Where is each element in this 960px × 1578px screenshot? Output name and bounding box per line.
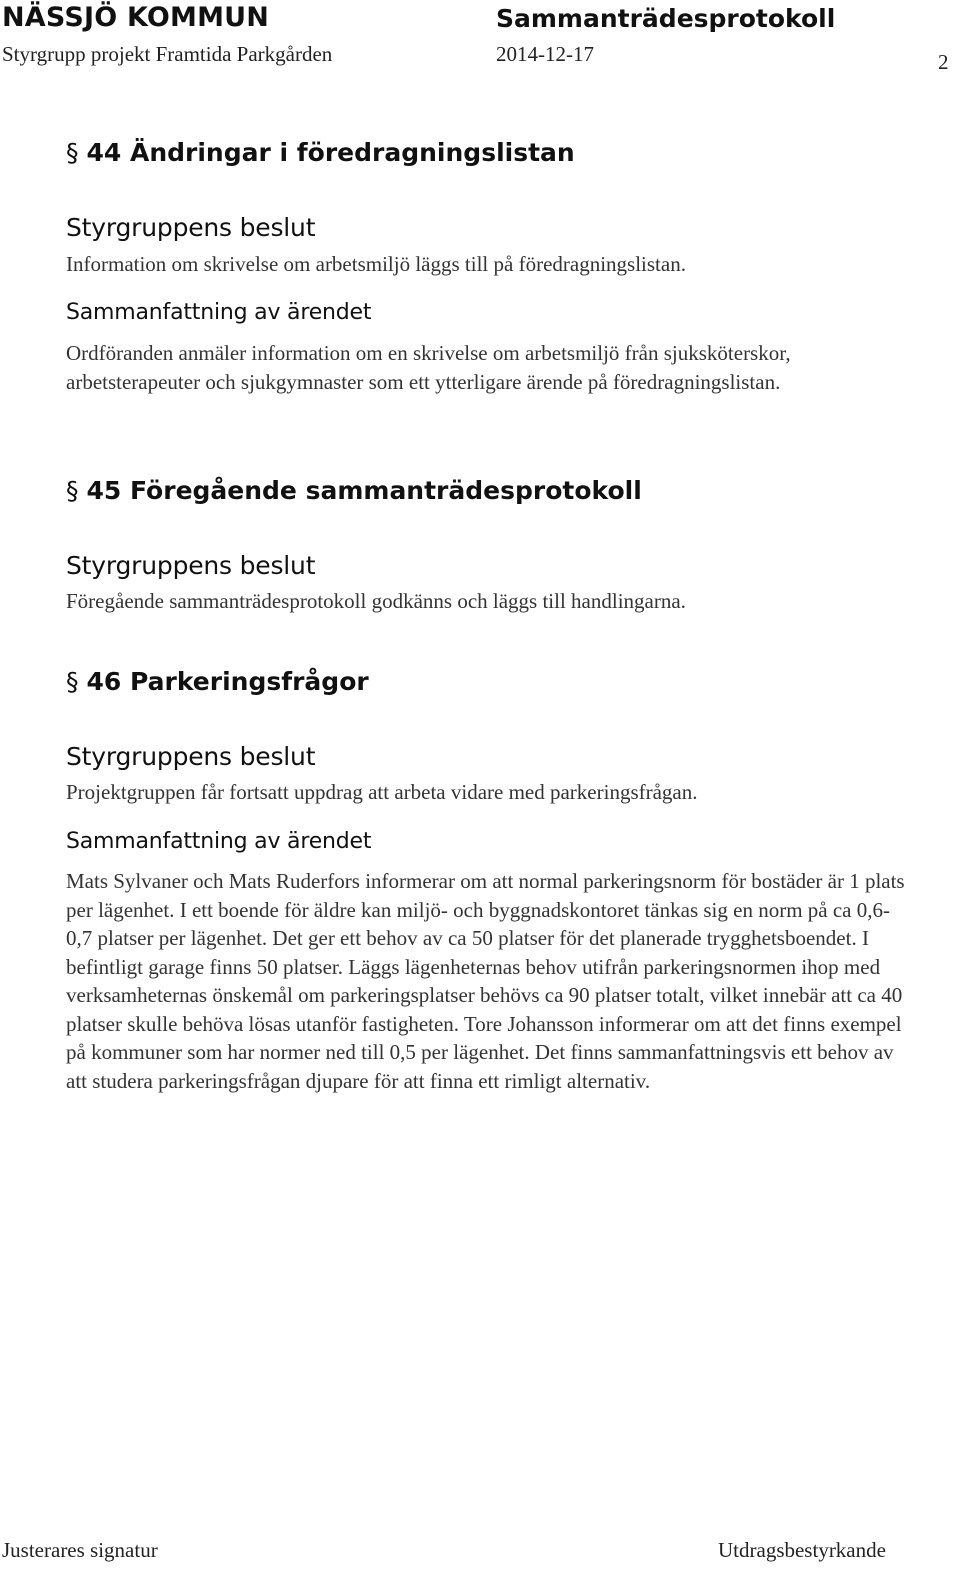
page-number: 2 [938, 50, 949, 74]
decision-heading: Styrgruppens beslut [66, 742, 316, 771]
certification-label: Utdragsbestyrkande [718, 1538, 886, 1562]
summary-text: Mats Sylvaner och Mats Ruderfors informerar om att normal parkeringsnorm för bostäder är 1 plats per lägenhet. I ett boende för äldre kan miljö- och byggnadskontoret tänkas sig en norm på ca 0,6-0,7 platser per lägenhet. Det ger ett behov av ca 50 platser för det planerade trygghetsboendet. I befintligt garage finns 50 platser. Läggs lägenheternas behov utifrån parkeringsnormen ihop med verksamheternas önskemål om parkeringsplatser behövs ca 90 platser totalt, vilket innebär att ca 40 platser skulle behöva lösas utanför fastigheten. Tore Johansson informerar om att det finns exempel på kommuner som har normer ned till 0,5 per lägenhet. Det finns sammanfattningsvis ett behov av att studera parkeringsfrågan djupare för att finna ett rimligt alternativ. [66, 869, 905, 1093]
meeting-date: 2014-12-17 [496, 42, 594, 66]
section-title [66, 667, 369, 696]
decision-text: Projektgruppen får fortsatt uppdrag att arbeta vidare med parkeringsfrågan. [66, 780, 698, 804]
section-title [66, 138, 575, 167]
decision-text: Föregående sammanträdesprotokoll godkänns och läggs till handlingarna. [66, 589, 686, 613]
paragraph-sign: § [66, 667, 79, 696]
section-title-text: 44 Ändringar i föredragningslistan [86, 138, 575, 167]
summary-text: Ordföranden anmäler information om en skrivelse om arbetsmiljö från sjuksköterskor, arbetsterapeuter och sjukgymnaster som ett ytterligare ärende på föredragningslistan. [66, 341, 791, 394]
decision-heading: Styrgruppens beslut [66, 551, 316, 580]
organization-name: NÄSSJÖ KOMMUN [2, 2, 270, 33]
decision-text: Information om skrivelse om arbetsmiljö läggs till på föredragningslistan. [66, 252, 686, 276]
section-title [66, 476, 642, 505]
summary-heading: Sammanfattning av ärendet [66, 300, 372, 325]
document-type: Sammanträdesprotokoll [496, 4, 836, 33]
paragraph-sign: § [66, 138, 79, 167]
paragraph-sign: § [66, 476, 79, 505]
summary-heading: Sammanfattning av ärendet [66, 829, 372, 854]
decision-heading: Styrgruppens beslut [66, 213, 316, 242]
section-title-text: 46 Parkeringsfrågor [86, 667, 369, 696]
section-title-text: 45 Föregående sammanträdesprotokoll [86, 476, 642, 505]
signature-label: Justerares signatur [2, 1538, 158, 1562]
committee-name: Styrgrupp projekt Framtida Parkgården [2, 42, 333, 66]
